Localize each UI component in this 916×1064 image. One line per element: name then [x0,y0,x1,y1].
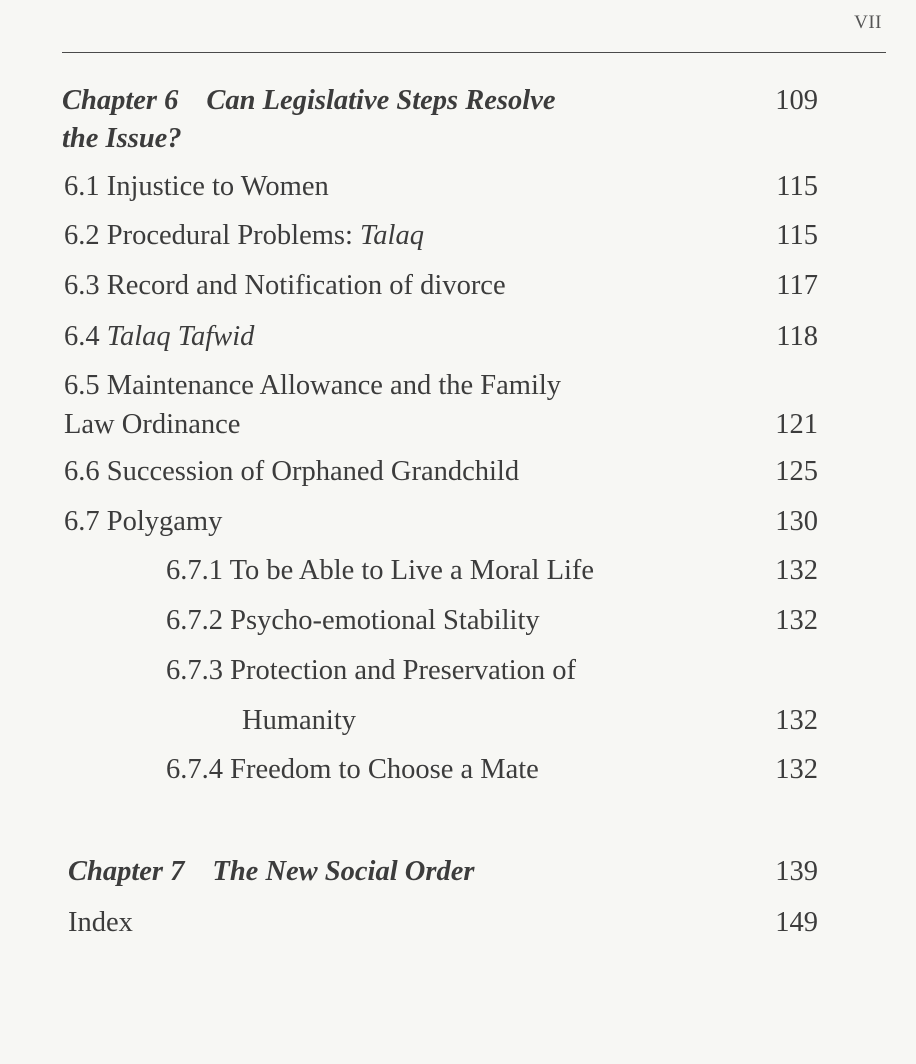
chapter-title: The New Social Order [212,856,475,887]
toc-entry-label: Index [68,907,133,938]
chapter-title-line1: Can Legislative Steps Resolve [206,85,556,116]
toc-entry-label-italic: Talaq Tafwid [106,321,255,352]
toc-entry-label: 6.7.2 Psycho-emotional Stability [166,605,540,636]
toc-page-number: 125 [775,456,818,487]
toc-page-number: 115 [776,220,818,251]
header-rule [62,52,886,53]
toc-entry-label [64,318,254,356]
toc-entry-label: 6.7.1 To be Able to Live a Moral Life [166,555,595,586]
toc-entry-label: 6.7 Polygamy [64,506,223,537]
toc-entry-label-line1: 6.7.3 Protection and Preservation of [166,655,576,686]
toc-entry-label-line1: 6.5 Maintenance Allowance and the Family [64,370,562,401]
toc-entry-label-line2: Law Ordinance [64,409,241,440]
toc-page-number: 130 [775,506,818,537]
toc-entry-label-line2: Humanity [242,705,356,736]
toc-chapter-6-title [62,82,556,120]
toc-page-number: 117 [776,270,818,301]
chapter-number: Chapter 6 [62,85,179,116]
toc-entry-label: 6.1 Injustice to Women [64,171,329,202]
chapter-title-line2: the Issue? [62,123,182,154]
toc-page-number: 132 [775,555,818,586]
toc-entry-label-text: 6.4 [64,321,107,352]
toc-page-number: 121 [775,409,818,440]
toc-page-number: 132 [775,754,818,785]
toc-page-number: 139 [775,856,818,887]
toc-entry-label: 6.7.4 Freedom to Choose a Mate [166,754,539,785]
toc-page-number: 149 [775,907,818,938]
toc-entry-label-italic: Talaq [360,220,424,251]
chapter-number: Chapter 7 [68,856,185,887]
toc-page-number: 115 [776,171,818,202]
toc-chapter-7-title [68,853,474,891]
toc-page-number: 109 [775,85,818,116]
toc-entry-label [64,217,424,255]
toc-page-number: 132 [775,705,818,736]
page-number: VII [854,12,882,33]
toc-entry-label: 6.3 Record and Notification of divorce [64,270,506,301]
toc-entry-label: 6.6 Succession of Orphaned Grandchild [64,456,520,487]
toc-page-number: 132 [775,605,818,636]
toc-page-number: 118 [776,321,818,352]
toc-entry-label-text: 6.2 Procedural Problems: [64,220,361,251]
